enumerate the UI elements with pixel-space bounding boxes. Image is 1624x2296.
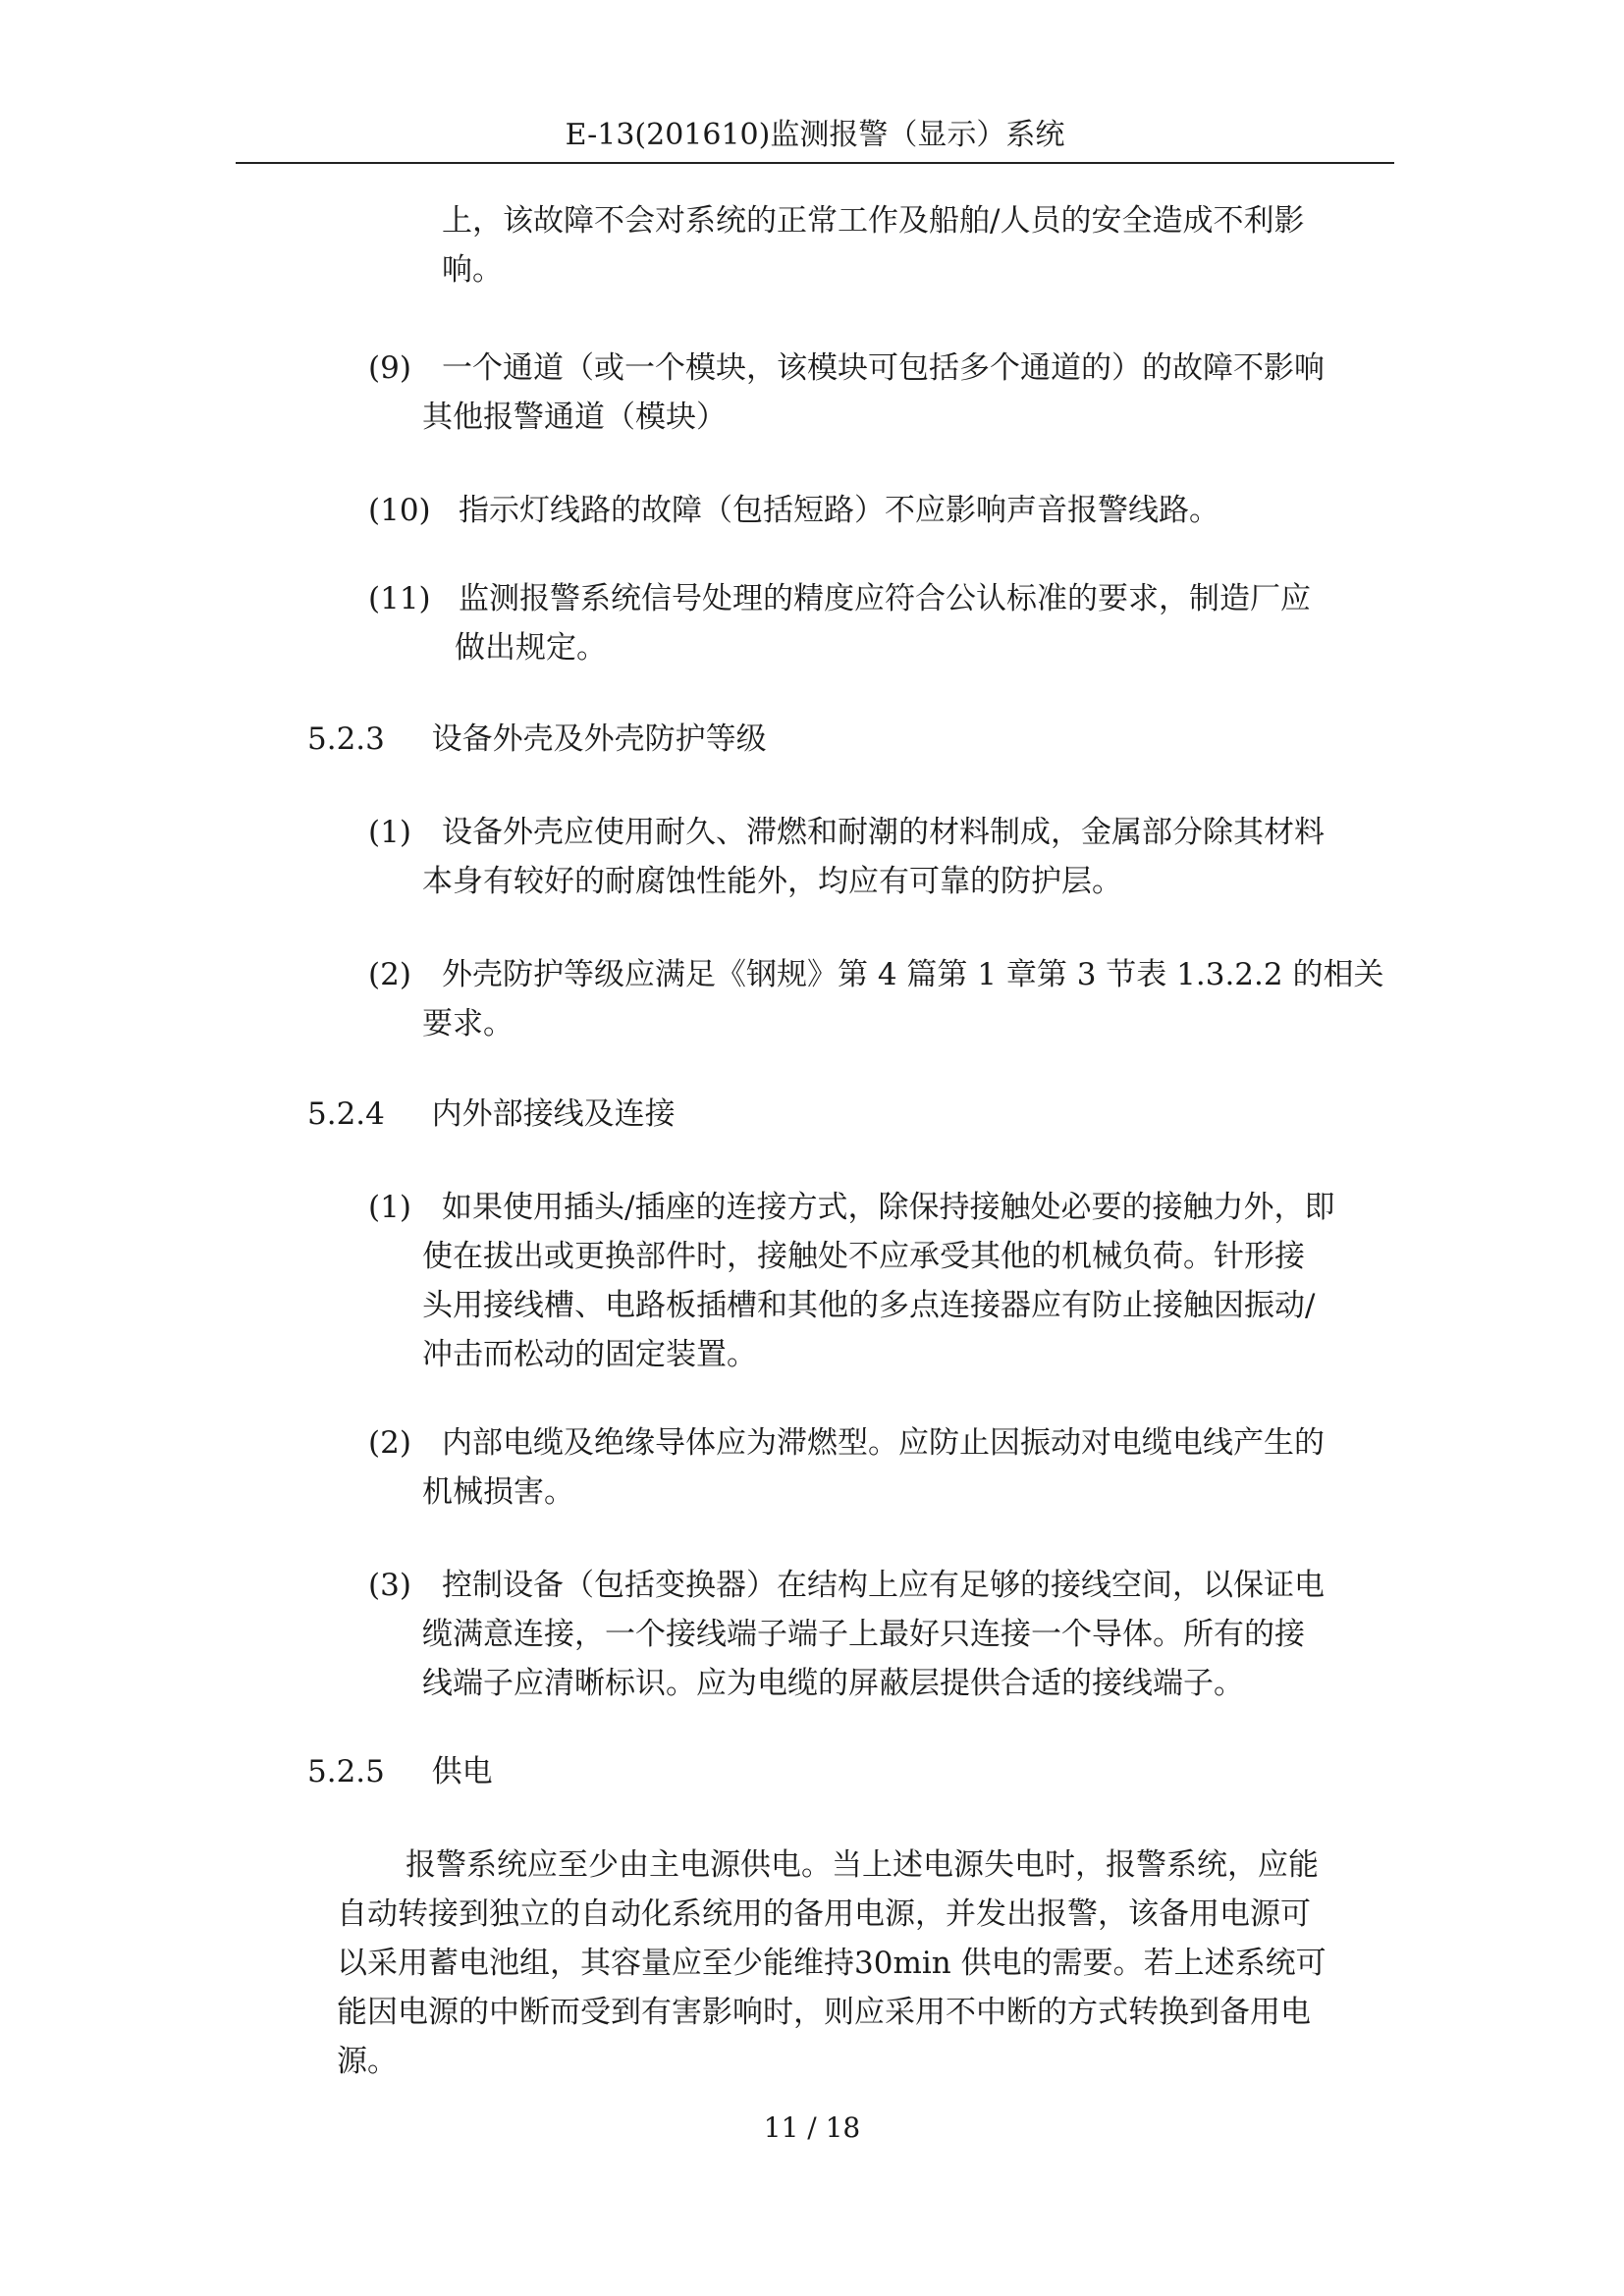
section-number: 5.2.4 [307, 1096, 385, 1132]
section-heading-5-2-5 [307, 1747, 493, 1796]
text-line: 使在拔出或更换部件时，接触处不应承受其他的机械负荷。针形接 [422, 1239, 1305, 1274]
list-item-number: (2) [368, 957, 411, 992]
text-line: 响。 [442, 252, 503, 288]
list-item-number: (2) [368, 1425, 411, 1461]
page-number: 11 / 18 [763, 2111, 861, 2144]
text-line: 如果使用插头/插座的连接方式，除保持接触处必要的接触力外，即 [442, 1190, 1335, 1225]
text-line: 指示灯线路的故障（包括短路）不应影响声音报警线路。 [459, 493, 1219, 528]
text-line: 外壳防护等级应满足《钢规》第 4 篇第 1 章第 3 节表 1.3.2.2 的相关 [442, 957, 1384, 992]
text-line: 上，该故障不会对系统的正常工作及船舶/人员的安全造成不利影 [442, 203, 1305, 239]
text-line: 能因电源的中断而受到有害影响时，则应采用不中断的方式转换到备用电 [337, 1995, 1311, 2030]
text-line: 机械损害。 [422, 1474, 574, 1510]
list-item [368, 574, 1399, 672]
text-line: 头用接线槽、电路板插槽和其他的多点连接器应有防止接触因振动/ [422, 1288, 1316, 1323]
list-item-number: (1) [368, 815, 411, 850]
section-title: 设备外壳及外壳防护等级 [431, 721, 767, 757]
list-item [368, 486, 1399, 535]
text-line: 内部电缆及绝缘导体应为滞燃型。应防止因振动对电缆电线产生的 [442, 1425, 1325, 1461]
text-line: 以采用蓄电池组，其容量应至少能维持30min 供电的需要。若上述系统可 [337, 1946, 1326, 1981]
text-line: 设备外壳应使用耐久、滞燃和耐潮的材料制成，金属部分除其材料 [442, 815, 1325, 850]
text-line: 缆满意连接，一个接线端子端子上最好只连接一个导体。所有的接 [422, 1617, 1305, 1652]
list-item-number: (1) [368, 1190, 411, 1225]
list-item [368, 1418, 1399, 1517]
section-heading-5-2-3 [307, 715, 767, 764]
list-item [368, 808, 1399, 906]
text-line: 本身有较好的耐腐蚀性能外，均应有可靠的防护层。 [422, 864, 1122, 899]
text-line: 其他报警通道（模块） [422, 400, 727, 435]
continuation-text [442, 196, 1304, 294]
text-line: 报警系统应至少由主电源供电。当上述电源失电时，报警系统，应能 [406, 1847, 1319, 1883]
list-item [368, 950, 1399, 1048]
list-item-number: (3) [368, 1568, 411, 1603]
text-line: 做出规定。 [455, 630, 607, 666]
list-item [368, 1561, 1399, 1708]
section-title: 供电 [431, 1754, 493, 1789]
list-item [368, 344, 1399, 442]
text-line: 线端子应清晰标识。应为电缆的屏蔽层提供合适的接线端子。 [422, 1666, 1244, 1701]
section-heading-5-2-4 [307, 1090, 676, 1139]
section-number: 5.2.5 [307, 1754, 385, 1789]
text-line: 控制设备（包括变换器）在结构上应有足够的接线空间，以保证电 [442, 1568, 1325, 1603]
text-line: 冲击而松动的固定装置。 [422, 1337, 757, 1372]
text-line: 源。 [337, 2044, 398, 2079]
list-item-number: (10) [368, 493, 431, 528]
section-number: 5.2.3 [307, 721, 385, 757]
header-divider [236, 162, 1394, 164]
list-item-number: (11) [368, 581, 431, 616]
page-header-title: E-13(201610)监测报警（显示）系统 [565, 118, 1065, 152]
section-title: 内外部接线及连接 [431, 1096, 676, 1132]
text-line: 监测报警系统信号处理的精度应符合公认标准的要求，制造厂应 [459, 581, 1311, 616]
text-line: 自动转接到独立的自动化系统用的备用电源，并发出报警，该备用电源可 [337, 1896, 1311, 1932]
text-line: 要求。 [422, 1006, 514, 1041]
list-item [368, 1183, 1399, 1379]
text-line: 一个通道（或一个模块，该模块可包括多个通道的）的故障不影响 [442, 350, 1325, 386]
list-item-number: (9) [368, 350, 411, 386]
supply-paragraph [337, 1841, 1397, 2086]
